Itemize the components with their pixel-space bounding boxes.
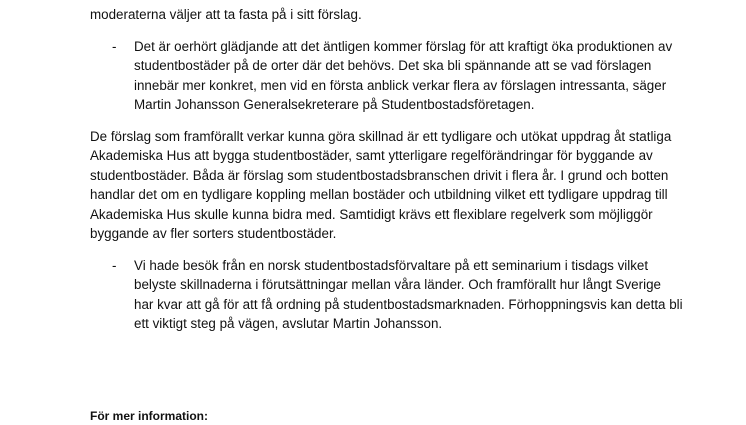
intro-text-line: moderaterna väljer att ta fasta på i sitt förslag. [90, 7, 362, 22]
paragraph-line: De förslag som framförallt verkar kunna göra skillnad är ett tydligare och utökat uppdrag åt statliga [90, 129, 672, 144]
paragraph-line: byggande av fler sorters studentbostäder. [90, 226, 337, 241]
bullet1-line: studentbostäder på de orter där det behövs. Det ska bli spännande att se vad förslagen [134, 58, 652, 73]
bullet2-line: ett viktigt steg på vägen, avslutar Martin Johansson. [134, 316, 443, 331]
paragraph-line: handlar det om en tydligare koppling mellan bostäder och utbildning vilket ett tydligare uppdrag till [90, 187, 668, 202]
bullet1-line: Martin Johansson Generalsekreterare på Studentbostadsföretagen. [134, 97, 535, 112]
bullet-dash: - [112, 258, 117, 273]
paragraph-line: studentbostäder. Båda är förslag som studentbostadsbranschen drivit i flera år. I grund och botten [90, 168, 669, 183]
paragraph-line: Akademiska Hus skulle kunna bidra med. Samtidigt krävs ett flexiblare regelverk som möjliggör [90, 207, 653, 222]
bullet-dash: - [112, 39, 117, 54]
bullet1-line: innebär mer konkret, men vid en första anblick verkar flera av förslagen intressanta, säger [134, 78, 667, 93]
paragraph-line: Akademiska Hus att bygga studentbostäder, samt ytterligare regelförändringar för byggande av [90, 148, 653, 163]
bullet2-line: belyste skillnaderna i förutsättningar mellan våra länder. Och framförallt hur långt Sverige [134, 277, 661, 292]
bullet2-line: har kvar att gå för att få ordning på studentbostadsmarknaden. Förhoppningsvis kan detta bli [134, 297, 683, 312]
bullet1-line: Det är oerhört glädjande att det äntligen kommer förslag för att kraftigt öka produktionen av [134, 39, 673, 54]
more-info-heading: För mer information: [90, 409, 209, 423]
bullet2-line: Vi hade besök från en norsk studentbostadsförvaltare på ett seminarium i tisdags vilket [134, 258, 649, 273]
